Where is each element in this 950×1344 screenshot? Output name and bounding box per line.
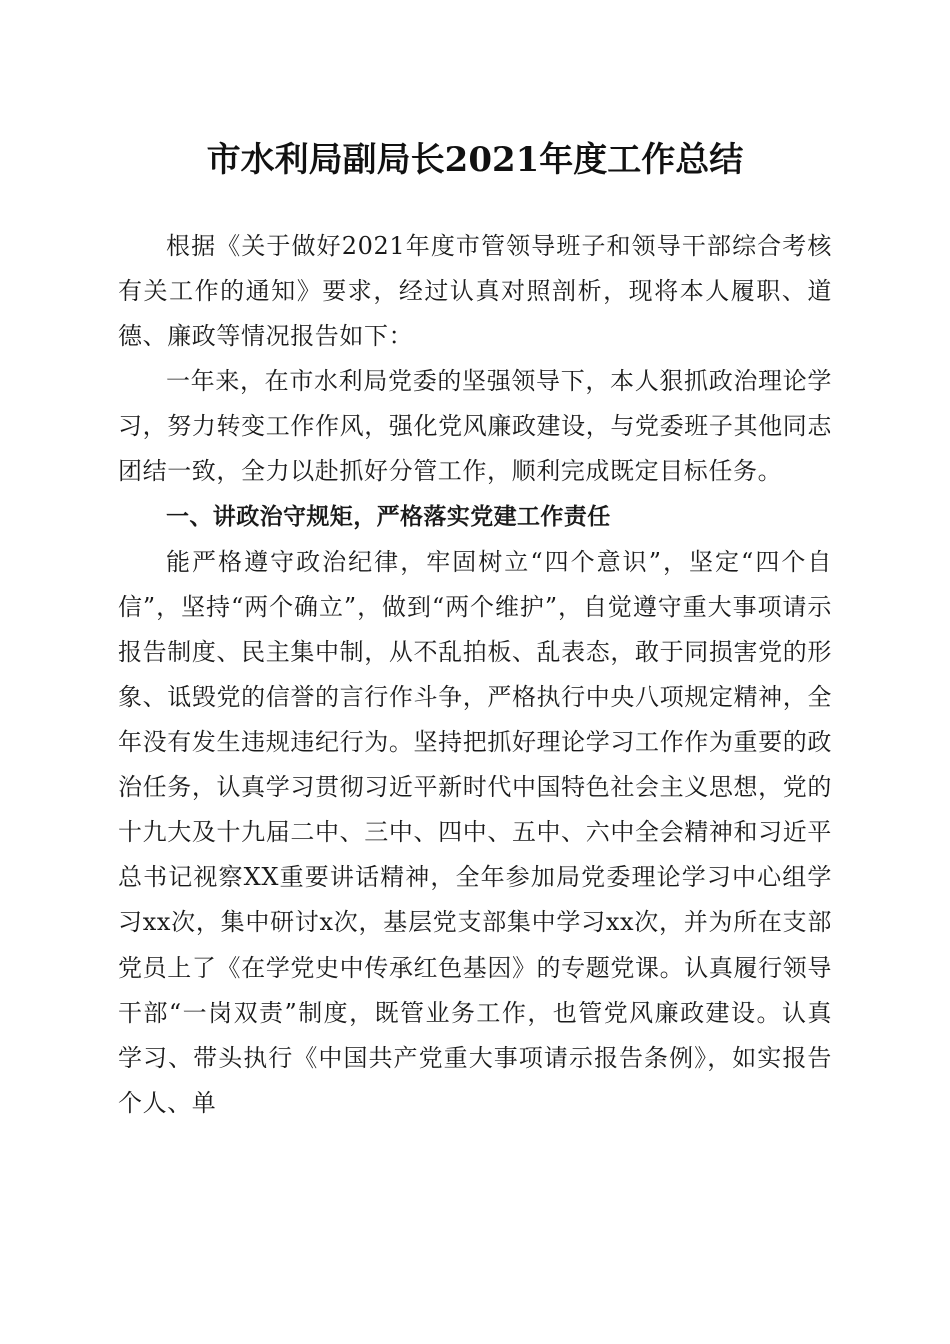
summary-paragraph: 一年来，在市水利局党委的坚强领导下，本人狠抓政治理论学习，努力转变工作作风，强化党风廉政建设，与党委班子其他同志团结一致，全力以赴抓好分管工作，顺利完成既定目标任务。	[118, 367, 832, 486]
section-heading: 一、讲政治守规矩，严格落实党建工作责任	[166, 503, 611, 530]
document-title: 市水利局副局长2021年度工作总结	[206, 140, 744, 180]
document-body	[118, 224, 832, 1126]
section-body-paragraph: 能严格遵守政治纪律，牢固树立“四个意识”，坚定“四个自信”，坚持“两个确立”，做到“两个维护”，自觉遵守重大事项请示报告制度、民主集中制，从不乱拍板、乱表态，敢于同损害党的形象、诋毁党的信誉的言行作斗争，严格执行中央八项规定精神，全年没有发生违规违纪行为。坚持把抓好理论学习工作作为重要的政治任务，认真学习贯彻习近平新时代中国特色社会主义思想，党的十九大及十九届二中、三中、四中、五中、六中全会精神和习近平总书记视察XX重要讲话精神，全年参加局党委理论学习中心组学习xx次，集中研讨x次，基层党支部集中学习xx次，并为所在支部党员上了《在学党史中传承红色基因》的专题党课。认真履行领导干部“一岗双责”制度，既管业务工作，也管党风廉政建设。认真学习、带头执行《中国共产党重大事项请示报告条例》，如实报告个人、单	[118, 547, 832, 1117]
intro-paragraph: 根据《关于做好2021年度市管领导班子和领导干部综合考核有关工作的通知》要求，经过认真对照剖析，现将本人履职、道德、廉政等情况报告如下：	[118, 232, 832, 351]
